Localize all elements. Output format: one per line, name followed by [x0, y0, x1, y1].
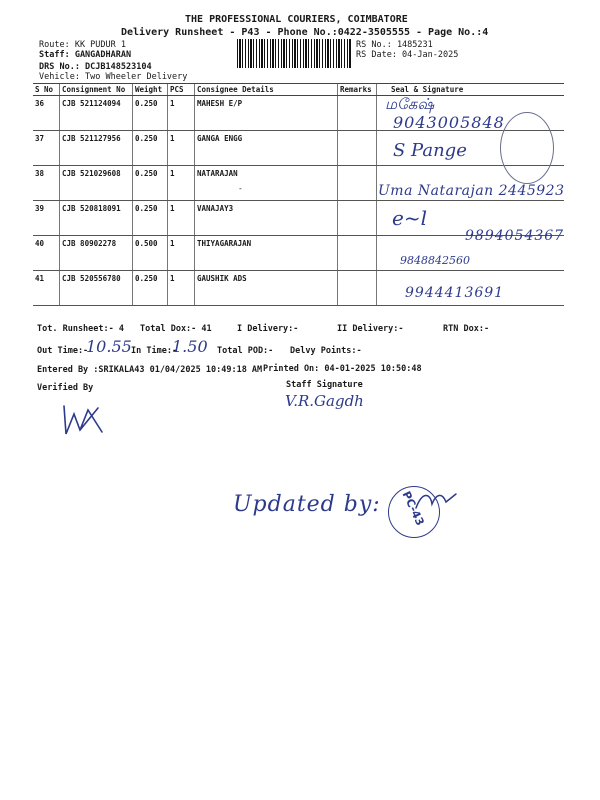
- out-time-label: Out Time:-: [37, 346, 89, 356]
- signature-row39-sig: e~l: [392, 206, 427, 230]
- cell-remarks: [338, 131, 377, 166]
- col-consignee: Consignee Details: [195, 84, 338, 96]
- cell-pcs: 1: [168, 236, 195, 271]
- cell-consignee: MAHESH E/P: [195, 96, 338, 131]
- updated-by-scribble: [412, 488, 462, 518]
- drs-no: DRS No.: DCJB148523104: [39, 62, 152, 72]
- seal-stamp-light: [500, 112, 554, 184]
- cell-remarks: [338, 96, 377, 131]
- printed-on: Printed On: 04-01-2025 10:50:48: [263, 364, 422, 374]
- signature-row39-phone: 9894054367: [465, 228, 565, 244]
- col-remarks: Remarks: [338, 84, 377, 96]
- cell-sno: 39: [33, 201, 60, 236]
- cell-weight: 0.250: [133, 166, 168, 201]
- signature-row41: 9944413691: [405, 285, 505, 301]
- barcode: [237, 39, 352, 68]
- cell-consignment: CJB 521127956: [60, 131, 133, 166]
- cell-remarks: [338, 166, 377, 201]
- vehicle: Vehicle: Two Wheeler Delivery: [39, 72, 188, 82]
- cell-weight: 0.250: [133, 96, 168, 131]
- signature-row36-phone: 9043005848: [393, 113, 505, 132]
- cell-remarks: [338, 201, 377, 236]
- col-consignment: Consignment No: [60, 84, 133, 96]
- cell-consignment: CJB 521029608: [60, 166, 133, 201]
- cell-sno: 41: [33, 271, 60, 306]
- col-seal-signature: Seal & Signature: [377, 84, 565, 96]
- total-dox: Total Dox:- 41: [140, 324, 212, 334]
- table-row: [33, 131, 564, 166]
- signature-row36-name: மகேஷ்: [385, 95, 435, 113]
- ii-delivery: II Delivery:-: [337, 324, 404, 334]
- dash-mark: -: [238, 184, 243, 193]
- route: Route: KK PUDUR 1: [39, 40, 126, 50]
- cell-consignment: CJB 520818091: [60, 201, 133, 236]
- verified-by: Verified By: [37, 383, 94, 393]
- staff-signature-label: Staff Signature: [286, 380, 363, 390]
- pc43-stamp-text: PC-43: [399, 489, 427, 528]
- signature-row40: 9848842560: [400, 254, 470, 267]
- total-pod: Total POD:-: [217, 346, 274, 356]
- cell-sno: 37: [33, 131, 60, 166]
- cell-consignee: NATARAJAN: [195, 166, 338, 201]
- cell-pcs: 1: [168, 201, 195, 236]
- staff: Staff: GANGADHARAN: [39, 50, 132, 60]
- cell-consignment: CJB 520556780: [60, 271, 133, 306]
- delvy-points: Delvy Points:-: [290, 346, 362, 356]
- signature-row38: Uma Natarajan 2445923: [378, 183, 565, 199]
- runsheet-line: Delivery Runsheet - P43 - Phone No.:0422-3505555 - Page No.:4: [121, 27, 489, 38]
- cell-weight: 0.250: [133, 201, 168, 236]
- cell-consignee: GANGA ENGG: [195, 131, 338, 166]
- cell-remarks: [338, 236, 377, 271]
- cell-pcs: 1: [168, 96, 195, 131]
- cell-sno: 36: [33, 96, 60, 131]
- cell-sno: 40: [33, 236, 60, 271]
- company-title: THE PROFESSIONAL COURIERS, COIMBATORE: [185, 14, 408, 25]
- tot-runsheet: Tot. Runsheet:- 4: [37, 324, 124, 334]
- col-sno: S No: [33, 84, 60, 96]
- cell-pcs: 1: [168, 131, 195, 166]
- cell-sno: 38: [33, 166, 60, 201]
- i-delivery: I Delivery:-: [237, 324, 299, 334]
- staff-signature-hand: V.R.Gagdh: [285, 392, 364, 410]
- col-pcs: PCS: [168, 84, 195, 96]
- col-weight: Weight: [133, 84, 168, 96]
- cell-consignee: GAUSHIK ADS: [195, 271, 338, 306]
- table-header-row: [33, 84, 564, 96]
- cell-consignee: VANAJAY3: [195, 201, 338, 236]
- cell-consignee: THIYAGARAJAN: [195, 236, 338, 271]
- cell-pcs: 1: [168, 166, 195, 201]
- signature-row37: S Pange: [393, 140, 467, 161]
- entered-by: Entered By :SRIKALA43 01/04/2025 10:49:18 AM: [37, 365, 263, 375]
- rs-no: RS No.: 1485231: [356, 40, 433, 50]
- rtn-dox: RTN Dox:-: [443, 324, 490, 334]
- in-time-label: In Time:-: [131, 346, 178, 356]
- rs-date: RS Date: 04-Jan-2025: [356, 50, 459, 60]
- cell-pcs: 1: [168, 271, 195, 306]
- out-time-value: 10.55: [86, 337, 132, 356]
- in-time-value: 1.50: [172, 337, 208, 356]
- cell-consignment: CJB 521124094: [60, 96, 133, 131]
- cell-remarks: [338, 271, 377, 306]
- cell-consignment: CJB 80902278: [60, 236, 133, 271]
- cell-weight: 0.250: [133, 271, 168, 306]
- cell-weight: 0.500: [133, 236, 168, 271]
- cell-weight: 0.250: [133, 131, 168, 166]
- updated-by: Updated by:: [233, 492, 381, 517]
- verifier-signature-scribble: [58, 400, 108, 440]
